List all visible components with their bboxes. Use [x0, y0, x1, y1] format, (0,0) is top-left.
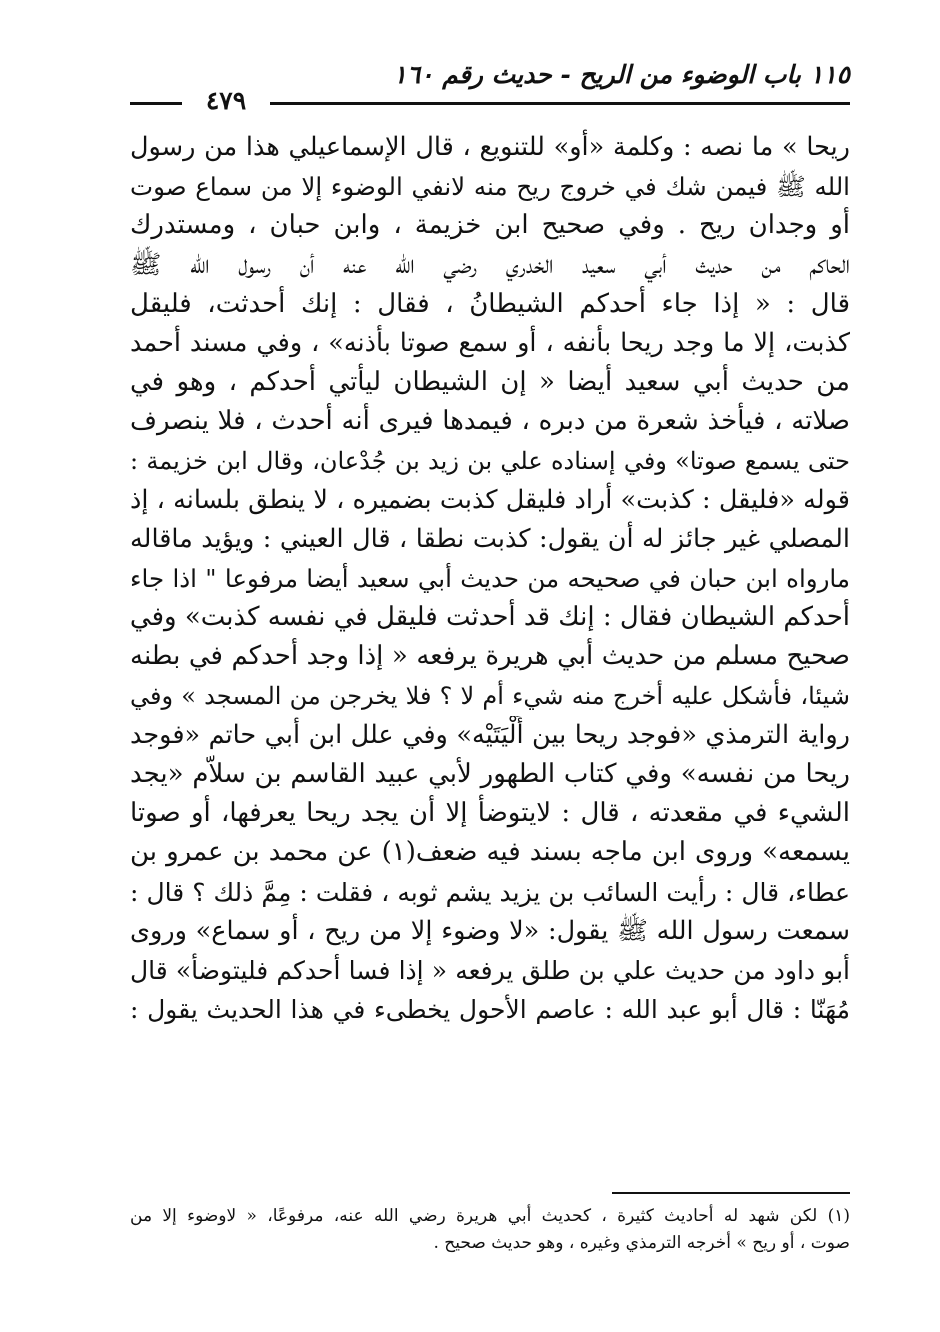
- footnote-separator: [612, 1192, 850, 1194]
- header-rule-left: [130, 102, 182, 105]
- text-line: قال : « إذا جاء أحدكم الشيطانُ ، فقال : إنك أحدثت، فليقل: [130, 288, 850, 319]
- text-line: صحيح مسلم من حديث أبي هريرة يرفعه « إذا وجد أحدكم في بطنه: [130, 641, 850, 672]
- text-line: كذبت، إلا ما وجد ريحا بأنفه ، أو سمع صوتا بأذنه» ، وفي مسند أحمد: [130, 327, 850, 358]
- text-line: الشيء في مقعدته ، قال : لايتوضأ إلا أن يجد ريحا يعرفها، أو صوتا: [130, 798, 850, 829]
- text-line: مارواه ابن حبان في صحيحه من حديث أبي سعيد أيضا مرفوعا " اذا جاء: [130, 564, 850, 594]
- text-line: مُهَنّا : قال أبو عبد الله : عاصم الأحول يخطىء في هذا الحديث يقول :: [130, 995, 850, 1025]
- text-line: ريحا » ما نصه : وكلمة «أو» للتنويع ، قال الإسماعيلي هذا من رسول: [130, 132, 850, 162]
- text-line: المصلي غير جائز له أن يقول: كذبت نطقا ، قال العيني : ويؤيد ماقاله: [130, 523, 850, 554]
- footnotes: [130, 1203, 850, 1257]
- text-line: رواية الترمذي «فوجد ريحا بين أَلْيَتَيْه» وفي علل ابن أبي حاتم «فوجد: [130, 719, 850, 750]
- text-line: يسمعه» وروى ابن ماجه بسند فيه ضعف(١) عن محمد بن عمرو بن: [130, 837, 850, 868]
- text-line: ريحا من نفسه» وفي كتاب الطهور لأبي عبيد القاسم بن سلاّم «يجد: [130, 759, 850, 789]
- text-line: من حديث أبي سعيد أيضا « إن الشيطان ليأتي أحدكم ، وهو في: [130, 367, 850, 398]
- running-title: ١١٥ باب الوضوء من الريح - حديث رقم ١٦٠: [393, 60, 850, 89]
- text-line: أحدكم الشيطان فقال : إنك قد أحدثت فليقل في نفسه كذبت» وفي: [130, 602, 850, 633]
- text-line: قوله «فليقل : كذبت» أراد فليقل كذبت بضميره ، لا ينطق بلسانه ، إذ: [130, 484, 850, 515]
- footnote-line: صوت ، أو ريح » أخرجه الترمذي وغيره ، وهو حديث صحيح .: [433, 1233, 850, 1253]
- text-line: صلاته ، فيأخذ شعرة من دبره ، فيمدها فيرى أنه أحدث ، فلا ينصرف: [130, 406, 850, 437]
- text-line: أو وجدان ريح . وفي صحيح ابن خزيمة ، وابن حبان ، ومستدرك: [130, 210, 850, 241]
- text-line: الحاكم من حديث أبي سعيد الخدري رضي الله عنه أن رسول الله ﷺ: [130, 249, 850, 280]
- page-header: [130, 58, 850, 114]
- text-line: أبو داود من حديث علي بن طلق يرفعه « إذا فسا أحدكم فليتوضأ» قال: [130, 955, 850, 985]
- header-rule-right: [270, 102, 850, 105]
- main-text: [130, 128, 850, 1029]
- text-line: حتى يسمع صوتا» وفي إسناده علي بن زيد بن جُدْعان، وقال ابن خزيمة :: [130, 446, 850, 475]
- page-number: ٤٧٩: [205, 86, 247, 115]
- text-line: الله ﷺ فيمن شك في خروج ريح منه لانفي الوضوء إلا من سماع صوت: [130, 172, 850, 202]
- text-line: شيئا، فأشكل عليه أخرج منه شيء أم لا ؟ فلا يخرجن من المسجد » وفي: [130, 681, 850, 710]
- footnote-line: (١) لكن شهد له أحاديث كثيرة ، كحديث أبي هريرة رضي الله عنه، مرفوعًا، « لاوضوء إلا من: [130, 1206, 850, 1226]
- text-line: سمعت رسول الله ﷺ يقول: «لا وضوء إلا من ريح ، أو سماع» وروى: [130, 915, 850, 946]
- text-line: عطاء، قال : رأيت السائب بن يزيد يشم ثوبه ، فقلت : مِمَّ ذلك ؟ قال :: [130, 877, 850, 907]
